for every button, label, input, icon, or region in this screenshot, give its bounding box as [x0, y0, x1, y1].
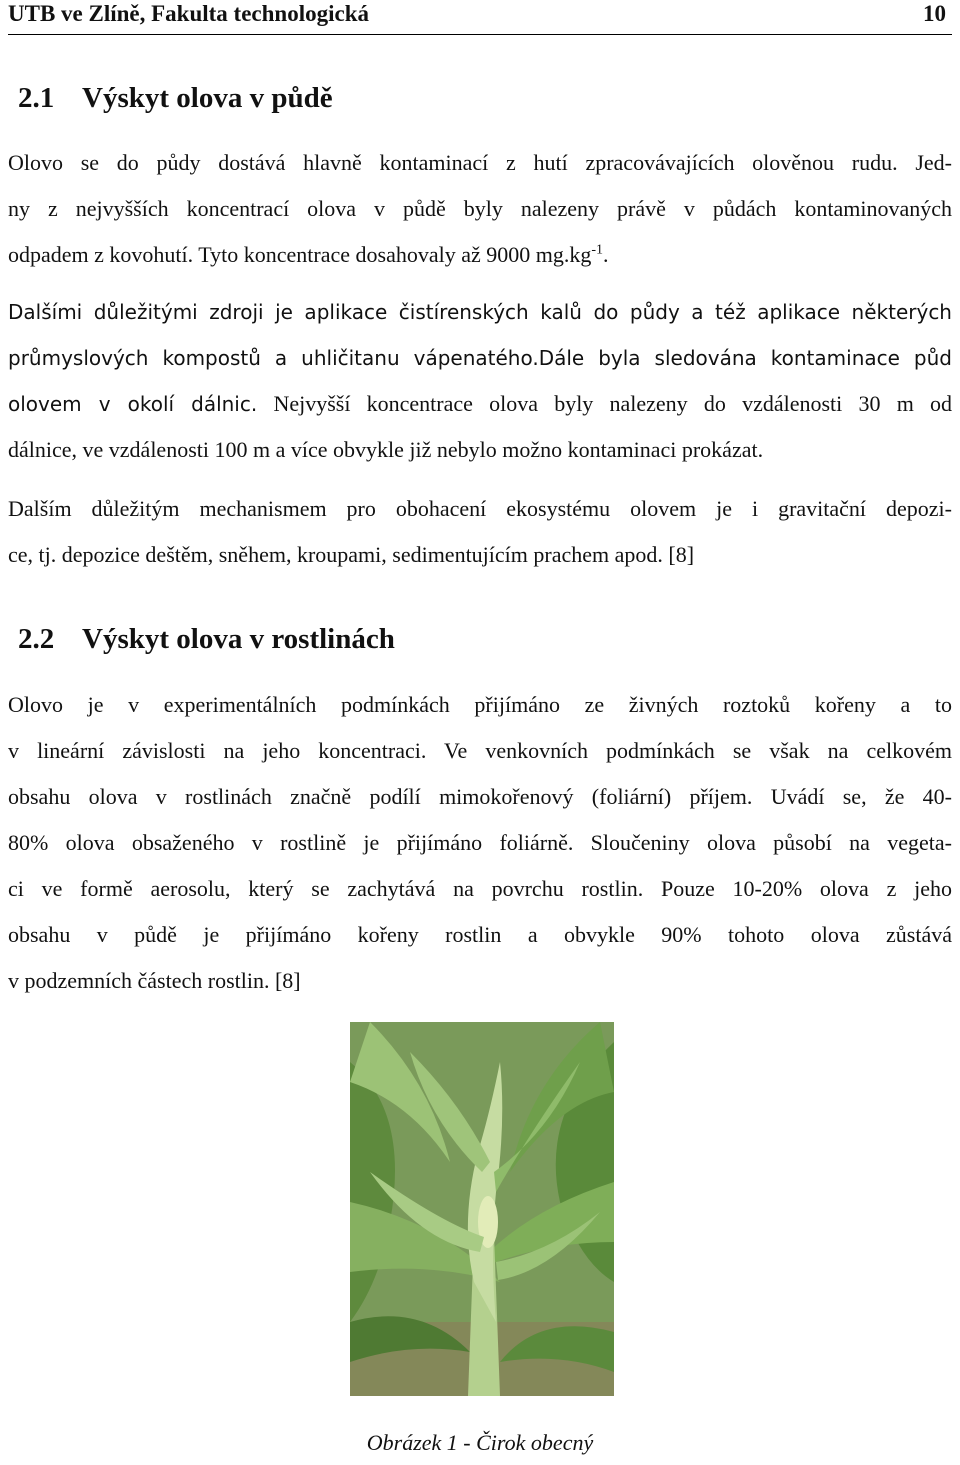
text-line: v podzemních částech rostlin. [8] — [8, 968, 301, 993]
paragraph-highways — [8, 289, 952, 473]
text-line: v lineární závislosti na jeho koncentraci. Ve venkovních podmínkách se však na celkovém — [8, 738, 952, 763]
section-heading-2-2 — [18, 623, 395, 656]
text-line: ny z nejvyšších koncentrací olova v půdě byly nalezeny právě v půdách kontaminovaných — [8, 196, 952, 221]
text-line: 80% olova obsaženého v rostlině je přijímáno foliárně. Sloučeniny olova působí na vegeta- — [8, 830, 952, 855]
text-line: dálnice, ve vzdálenosti 100 m a více obvykle již nebylo možno kontaminaci prokázat. — [8, 437, 764, 462]
figure-caption: Obrázek 1 - Čirok obecný — [366, 1430, 594, 1455]
text-line: obsahu v půdě je přijímáno kořeny rostlin a obvykle 90% tohoto olova zůstává — [8, 922, 952, 947]
text-line: průmyslových kompostů a uhličitanu vápenatého.Dále byla sledována kontaminace půd — [8, 346, 952, 370]
section-title: Výskyt olova v půdě — [82, 82, 333, 114]
text-fragment: Nejvyšší koncentrace olova byly nalezeny do vzdálenosti 30 m od — [257, 391, 953, 416]
paragraph-soil-sources — [8, 140, 952, 278]
section-title: Výskyt olova v rostlinách — [82, 623, 395, 655]
text-line — [8, 232, 952, 278]
section-heading-2-1 — [18, 82, 333, 115]
text-line: obsahu olova v rostlinách značně podílí mimokořenový (foliární) příjem. Uvádí se, že 40- — [8, 784, 952, 809]
text-line: Olovo se do půdy dostává hlavně kontaminací z hutí zpracovávajících olověnou rudu. Jed- — [8, 150, 952, 175]
paragraph-deposition — [8, 486, 952, 578]
section-number: 2.2 — [18, 623, 55, 655]
text-line: Dalšími důležitými zdroji je aplikace čistírenských kalů do půdy a též aplikace některých — [8, 300, 952, 324]
page-header — [8, 0, 952, 35]
text-fragment: . — [603, 242, 609, 267]
superscript: -1 — [591, 242, 604, 258]
text-line: ce, tj. depozice deštěm, sněhem, kroupami, sedimentujícím prachem apod. [8] — [8, 542, 695, 567]
text-fragment: olovem v okolí dálnic. — [8, 392, 258, 416]
page-number: 10 — [923, 1, 946, 26]
header-title: UTB ve Zlíně, Fakulta technologická — [8, 1, 369, 26]
section-number: 2.1 — [18, 82, 55, 114]
sorghum-photo — [350, 1022, 614, 1396]
text-line: Olovo je v experimentálních podmínkách přijímáno ze živných roztoků kořeny a to — [8, 692, 952, 717]
paragraph-plants — [8, 682, 952, 1004]
text-line: ci ve formě aerosolu, který se zachytává na povrchu rostlin. Pouze 10-20% olova z jeho — [8, 876, 952, 901]
text-fragment: odpadem z kovohutí. Tyto koncentrace dosahovaly až 9000 mg.kg — [8, 242, 592, 267]
text-line — [8, 381, 952, 427]
text-line: Dalším důležitým mechanismem pro obohacení ekosystému olovem je i gravitační depozi- — [8, 496, 952, 521]
